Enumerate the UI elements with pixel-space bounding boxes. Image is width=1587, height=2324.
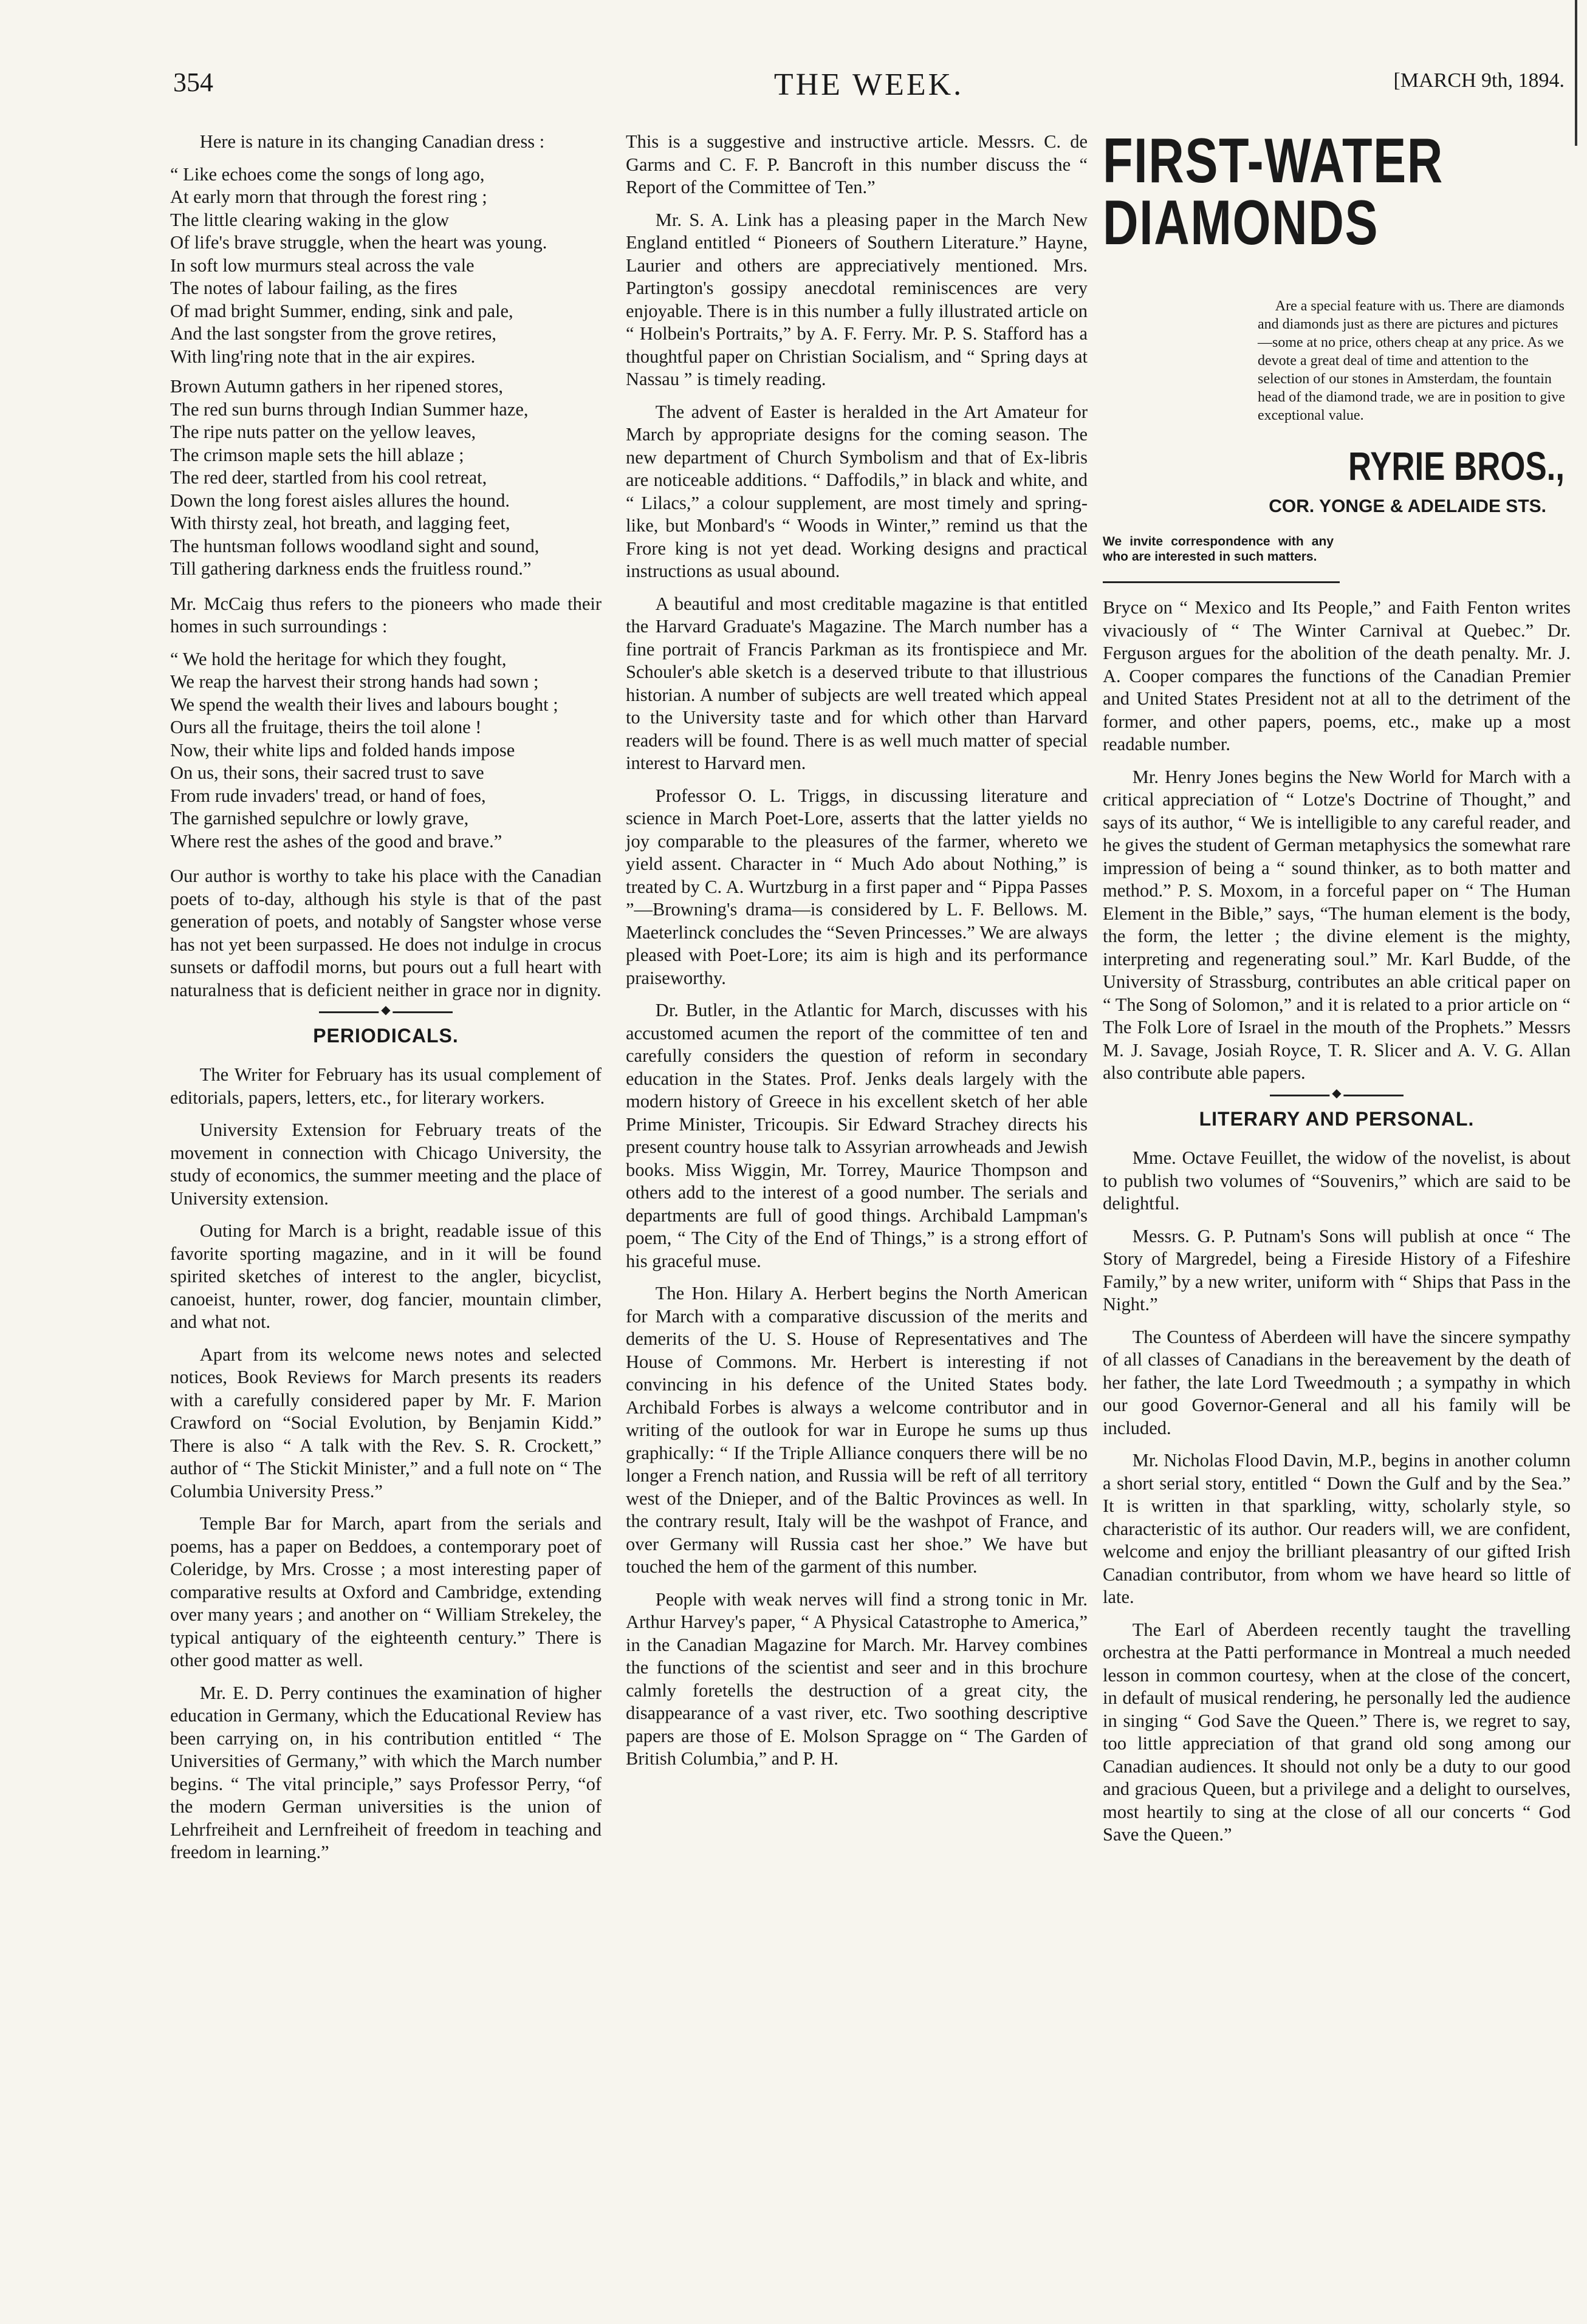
- poem-line: With ling'ring note that in the air expires.: [170, 346, 476, 367]
- article-paragraph: Messrs. G. P. Putnam's Sons will publish at once “ The Story of Margredel, being a Fireside History of a Fifeshire Family,” by a new writer, uniform with “ Ships that Pass in the Night.”: [1103, 1225, 1571, 1315]
- article-paragraph: Mr. S. A. Link has a pleasing paper in the March New England entitled “ Pioneers of Southern Literature.” Hayne, Laurier and others are appreciatively mentioned. Mrs. Partington's gossipy anecdotal reminiscences are very enjoyable. There is in this number a fully illustrated article on “ Holbein's Portraits,” by A. F. Ferry. Mr. P. S. Stafford has a thoughtful paper on Christian Socialism, and “ Spring days at Nassau ” is timely reading.: [626, 209, 1088, 389]
- author-paragraph: Our author is worthy to take his place with the Canadian poets of to-day, although his style is that of the past generation of poets, and notably of Sangster whose verse has not yet been surpassed. He does not indulge in crocus sunsets or daffodil morns, but pours out a full heart with naturalness that is deficient neither in grace nor in dignity.: [170, 866, 602, 1000]
- article-paragraph: Mr. Henry Jones begins the New World for March with a critical appreciation of “ Lotze's Doctrine of Thought,” and says of its author, “ We is intelligible to any careful reader, and he gives the student of German metaphysics the somewhat rare impression of being a “ sound thinker, as to both matter and method.” P. S. Moxom, in a forceful paper on “ The Human Element in the Bible,” says, “The human element is the body, the form, the letter ; the divine element is the mighty, interpreting and regenerating soul.” Mr. Karl Budde, of the University of Strassburg, contributes an able critical paper on “ The Song of Solomon,” and it is related to a prior article on “ The Folk Lore of Israel in the mouth of the Prophets.” Messrs M. J. Savage, Josiah Royce, T. R. Slicer and A. V. G. Allan also contribute able papers.: [1103, 766, 1571, 1084]
- poem-line: Where rest the ashes of the good and brave.”: [170, 830, 502, 852]
- poem-line: The little clearing waking in the glow: [170, 209, 450, 230]
- column-1: [170, 131, 602, 1874]
- diamond-advertisement: [1103, 126, 1571, 583]
- article-paragraph: Professor O. L. Triggs, in discussing literature and science in March Poet-Lore, asserts that the latter yields no joy comparable to the pleasures of the farmer, whereto we yield assent. Character in “ Much Ado about Nothing,” is treated by C. A. Wurtzburg in a first paper and “ Pippa Passes ”—Browning's drama—is considered by L. F. Bellows. M. Maeterlinck concludes the “Seven Princesses.” We are always pleased with Poet-Lore; its aim is high and its performance praiseworthy.: [626, 785, 1088, 988]
- issue-date: [MARCH 9th, 1894.: [1393, 69, 1565, 92]
- poem-line: At early morn that through the forest ring ;: [170, 186, 487, 207]
- poem-line: The garnished sepulchre or lowly grave,: [170, 808, 469, 829]
- ad-address: COR. YONGE & ADELAIDE STS.: [1269, 496, 1546, 516]
- ad-firm-name: RYRIE BROS.,: [1348, 443, 1565, 488]
- poem-line: We reap the harvest their strong hands had sown ;: [170, 671, 539, 692]
- pioneers-intro: Mr. McCaig thus refers to the pioneers who made their homes in such surroundings :: [170, 593, 602, 637]
- poem-line: With thirsty zeal, hot breath, and lagging feet,: [170, 513, 510, 533]
- poem-line: Of mad bright Summer, ending, sink and pale,: [170, 300, 513, 321]
- poem-line: Now, their white lips and folded hands impose: [170, 739, 515, 760]
- binding-edge-line: [1575, 0, 1577, 146]
- literary-personal-heading: LITERARY AND PERSONAL.: [1199, 1107, 1475, 1130]
- poem-line: Down the long forest aisles allures the hound.: [170, 490, 510, 511]
- poem-line: Brown Autumn gathers in her ripened stores,: [170, 376, 504, 397]
- periodicals-heading: PERIODICALS.: [313, 1025, 459, 1047]
- poem-pioneers: [170, 648, 602, 853]
- article-paragraph: Outing for March is a bright, readable issue of this favorite sporting magazine, and in it will be found spirited sketches of interest to the angler, bicyclist, canoeist, hunter, rower, dog fancier, mountain climber, and what not.: [170, 1220, 602, 1333]
- poem-line: The crimson maple sets the hill ablaze ;: [170, 444, 464, 465]
- poem-line: Of life's brave struggle, when the heart was young.: [170, 232, 547, 253]
- poem-line: Ours all the fruitage, theirs the toil alone !: [170, 717, 482, 737]
- article-paragraph: Mr. Nicholas Flood Davin, M.P., begins in another column a short serial story, entitled “ Down the Gulf and by the Sea.” It is written in that sparkling, witty, scholarly style, so characteristic of its author. Our readers will, we are confident, welcome and enjoy the brilliant pleasantry of our gifted Irish Canadian contributor, from whom we have heard so little of late.: [1103, 1450, 1571, 1608]
- column-2: [626, 131, 1088, 1780]
- ad-note: We invite correspondence with any who are interested in such matters.: [1103, 534, 1334, 564]
- ad-body: Are a special feature with us. There are diamonds and diamonds just as there are pictures and pictures—some at no price, others cheap at any price. As we devote a great deal of time and attention to the selection of our stones in Amsterdam, the fountain head of the diamond trade, we are in position to give exceptional value.: [1258, 298, 1565, 423]
- poem-line: The notes of labour failing, as the fires: [170, 278, 458, 298]
- ad-bottom-rule: [1103, 581, 1340, 583]
- ad-headline-line: DIAMONDS: [1103, 187, 1379, 258]
- section-divider: [1270, 1095, 1404, 1096]
- article-paragraph: This is a suggestive and instructive article. Messrs. C. de Garms and C. F. P. Bancroft in this number discuss the “ Report of the Committee of Ten.”: [626, 131, 1088, 197]
- poem-line: The huntsman follows woodland sight and sound,: [170, 535, 540, 556]
- article-paragraph: People with weak nerves will find a strong tonic in Mr. Arthur Harvey's paper, “ A Physical Catastrophe to America,” in the Canadian Magazine for March. Mr. Harvey combines the functions of the scientist and seer and in this brochure calmly foretells the destruction of a great city, the disappearance of a vast river, etc. Two soothing descriptive papers are those of E. Molson Spragge on “ The Garden of British Columbia,” and P. H.: [626, 1588, 1088, 1769]
- article-paragraph: Mr. E. D. Perry continues the examination of higher education in Germany, which the Educational Review has been carrying on, in his contribution entitled “ The Universities of Germany,” with which the March number begins. “ The vital principle,” says Professor Perry, “of the modern German universities is the union of Lehrfreiheit and Lernfreiheit of freedom in teaching and freedom in learning.”: [170, 1682, 602, 1863]
- article-paragraph: Mme. Octave Feuillet, the widow of the novelist, is about to publish two volumes of “Souvenirs,” which are said to be delightful.: [1103, 1147, 1571, 1214]
- poem-line: The red sun burns through Indian Summer haze,: [170, 398, 529, 420]
- publication-title: THE WEEK.: [773, 67, 964, 102]
- article-paragraph: Apart from its welcome news notes and selected notices, Book Reviews for March presents its readers with a carefully considered paper by Mr. F. Marion Crawford on “Social Evolution, by Benjamin Kidd.” There is also “ A talk with the Rev. S. R. Crockett,” author of “ The Stickit Minister,” and a full note on “ The Columbia University Press.”: [170, 1344, 602, 1502]
- page-number: 354: [173, 67, 213, 97]
- article-paragraph: The Hon. Hilary A. Herbert begins the North American for March with a comparative discussion of the merits and demerits of the U. S. House of Representatives and The House of Commons. Mr. Herbert is interesting if not convincing in his defence of the United States body. Archibald Forbes is always a welcome contributor and in writing of the outlook for war in Europe he sums up thus graphically: “ If the Triple Alliance conquers there will be no longer a French nation, and Russia will be reft of all territory west of the Dnieper, and of the Baltic Provinces as well. In the contrary result, Italy will be the washpot of France, and over Germany will Russia cast her shoe.” We have but touched the hem of the garment of this number.: [626, 1283, 1088, 1577]
- ad-headline: [1103, 126, 1468, 258]
- ad-headline-line: FIRST-WATER: [1103, 126, 1444, 196]
- article-paragraph: University Extension for February treats of the movement in connection with Chicago University, the study of economics, the summer meeting and the place of University extension.: [170, 1119, 602, 1209]
- poem-line: And the last songster from the grove retires,: [170, 323, 496, 344]
- poem-intro: Here is nature in its changing Canadian dress :: [199, 131, 545, 152]
- article-paragraph: Dr. Butler, in the Atlantic for March, discusses with his accustomed acumen the report of the committee of ten and carefully considers the question of reform in secondary education in the States. Prof. Jenks deals largely with the modern history of Greece in his excellent sketch of her able Prime Minister, Tricoupis. Sir Edward Strachey directs his present country house talk to Assyrian arrowheads and Jewish books. Miss Wiggin, Mr. Torrey, Maurice Thompson and others add to the interest of a good number. The serials and departments are full of good things. Archibald Lampman's poem, “ The City of the End of Things,” is a strong effort of his graceful muse.: [626, 1000, 1088, 1271]
- poem-line: Till gathering darkness ends the fruitless round.”: [170, 558, 532, 579]
- poem-autumn: [170, 163, 602, 581]
- article-paragraph: A beautiful and most creditable magazine is that entitled the Harvard Graduate's Magazine. The March number has a fine portrait of Francis Parkman as its frontispiece and Mr. Schouler's able sketch is a deserved tribute to that illustrious historian. A number of subjects are well treated which appeal to the University taste and for which other than Harvard readers will be found. There is as well much matter of special interest to Harvard men.: [626, 593, 1088, 773]
- article-paragraph: The Earl of Aberdeen recently taught the travelling orchestra at the Patti performance in Montreal a much needed lesson in common courtesy, when at the close of the concert, in default of musical rendering, he personally led the audience in singing “ God Save the Queen.” There is, we regret to say, too little appreciation of that grand old song among our Canadian audiences. It should not only be a duty to our good and gracious Queen, but a privilege and a delight to ourselves, most heartily to sing at the close of all our concerts “ God Save the Queen.”: [1103, 1619, 1571, 1845]
- poem-line: From rude invaders' tread, or hand of foes,: [170, 785, 486, 806]
- poem-line: “ We hold the heritage for which they fought,: [170, 648, 507, 669]
- article-paragraph: The advent of Easter is heralded in the Art Amateur for March by appropriate designs for the coming season. The new department of Church Symbolism and that of Ex-libris are noticeable additions. “ Daffodils,” in black and white, and “ Lilacs,” a colour supplement, are most timely and spring-like, but Monbard's “ Woods in Winter,” remind us that the Frore king is not yet dead. Working designs and practical instructions as usual abound.: [626, 401, 1088, 581]
- poem-line: In soft low murmurs steal across the vale: [170, 255, 475, 276]
- page-header: [173, 67, 1565, 115]
- poem-line: We spend the wealth their lives and labours bought ;: [170, 694, 558, 715]
- article-paragraph: Temple Bar for March, apart from the serials and poems, has a paper on Beddoes, a contemporary poet of Coleridge, by Mrs. Crosse ; a most interesting paper of comparative results at Oxford and Cambridge, extending over many years ; and another on “ William Strekeley, the typical antiquary of the eighteenth century.” There is other good matter as well.: [170, 1513, 602, 1671]
- article-paragraph: Bryce on “ Mexico and Its People,” and Faith Fenton writes vivaciously of “ The Winter Carnival at Quebec.” Dr. Ferguson argues for the abolition of the death penalty. Mr. J. A. Cooper compares the functions of the Canadian Premier and United States President not at all to the detriment of the former, and other papers, poems, etc., make up a most readable number.: [1103, 597, 1571, 755]
- section-divider: [319, 1011, 453, 1013]
- article-paragraph: The Countess of Aberdeen will have the sincere sympathy of all classes of Canadians in the bereavement by the death of her father, the late Lord Tweedmouth ; a sympathy in which our good Governor-General and all his family will be included.: [1103, 1326, 1571, 1438]
- poem-line: The red deer, startled from his cool retreat,: [170, 467, 487, 488]
- poem-line: The ripe nuts patter on the yellow leaves,: [170, 422, 476, 442]
- column-3: [1103, 126, 1571, 1856]
- poem-line: “ Like echoes come the songs of long ago,: [170, 163, 485, 185]
- poem-line: On us, their sons, their sacred trust to save: [170, 762, 484, 783]
- article-paragraph: The Writer for February has its usual complement of editorials, papers, letters, etc., for literary workers.: [170, 1064, 602, 1108]
